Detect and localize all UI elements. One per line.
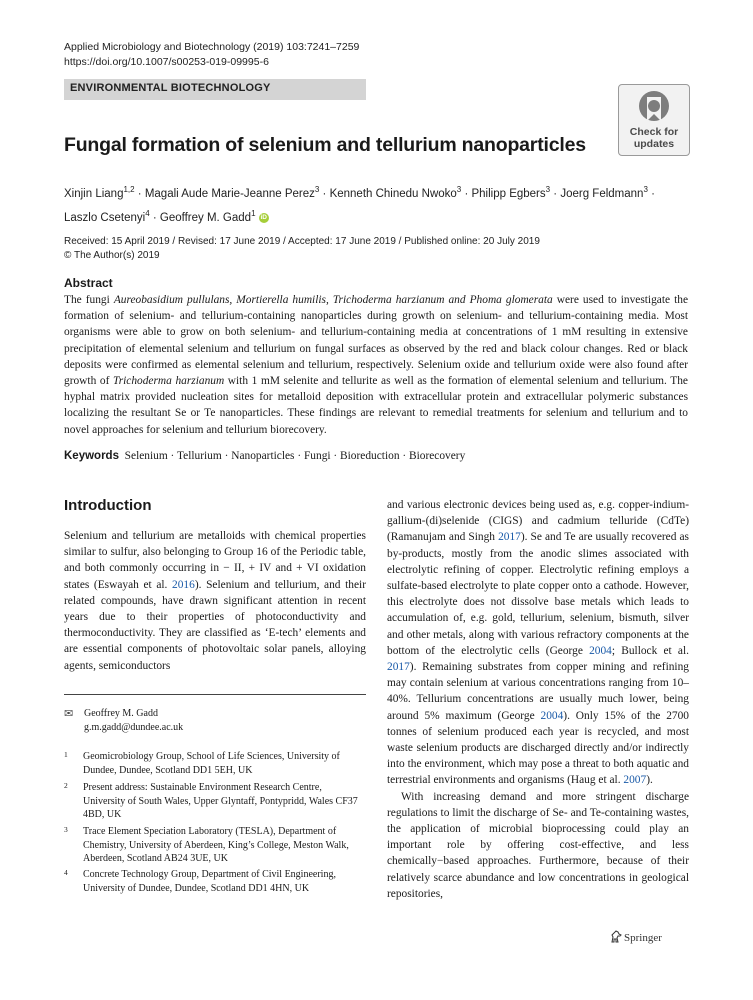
affiliation-number: 2 [64,781,68,790]
orcid-icon[interactable]: iD [260,213,267,221]
affiliation-text: Concrete Technology Group, Department of Civil Engineering, University of Dundee, Dundee, Scotland DD1 4HN, UK [83,869,336,894]
citation-link[interactable]: 2004 [589,644,612,657]
article-dates [64,235,540,263]
paragraph-text: ). Se and Te are usually recovered as by-products, mostly from the anodic slimes associated with electrolytic refining of copper. Electrolytic refining employs a sulfate-based electrolyte to plate copper onto a cathode. However, this electrolyte does not dissolve base metals which leads to accumulation of, e.g. gold, tellurium, selenium, bismuth, silver and other metals, along with various refractory components at the bottom of the electrolytic cells (George [387,531,689,657]
affiliation-number: 3 [64,825,68,834]
author-name[interactable]: Xinjin Liang [64,187,124,200]
affiliation-number: 4 [64,868,68,877]
abstract-heading: Abstract [64,276,113,290]
author-affiliation: 4 [145,208,150,218]
affiliation-text: Present address: Sustainable Environment Research Centre, University of South Wales, Upper Glyntaff, Pontypridd, Wales CF37 4BD, UK [83,782,358,820]
affiliation-number: 1 [64,750,68,759]
paragraph-text: ). Only 15% of the 2700 tonnes of selenium produced each year is recycled, and most waste selenium products are discharged directly and/or indirectly into the environment, which may pose a threat to both aquatic and terrestrial environments and organisms (Haug et al. [387,709,689,787]
abstract-species: Aureobasidium pullulans, Mortierella humilis, Trichoderma harzianum and Phoma glomerata [113,294,553,306]
abstract-text: The fungi [64,294,114,306]
author-affiliation: 1,2 [123,185,135,194]
paragraph: With increasing demand and more stringent discharge regulations to limit the discharge of Se- and Te-containing wastes, the application of microbial bioprocessing could play an important role by offering cost-effective, and less chemically−based approaches. Furthermore, because of their relatively scarce abundance and low concentrations in geological repositories, [387,790,689,900]
author-affiliation: 3 [314,185,320,194]
abstract-text: were used to investigate the formation of selenium- and tellurium-containing nanoparticles during growth on selenium- and tellurium-containing media. Most organisms were able to grow on both selenium- and tellurium-containing media at concentrations of 1 mM resulting in extensive precipitation of elemental selenium and tellurium on fungal surfaces as observed by the red and black colour changes. Red or black deposits were confirmed as elemental selenium and tellurium, respectively. Selenium oxide and tellurium oxide were also found after growth of [64,294,689,388]
section-label-bar [64,79,366,100]
publisher-logo [610,930,662,944]
journal-header [64,40,359,70]
citation-link[interactable]: 2007 [623,774,647,787]
paragraph [64,528,366,674]
intro-right-column [387,497,689,902]
keywords [64,450,688,462]
journal-citation: Applied Microbiology and Biotechnology (2019) 103:7241–7259 [64,41,360,53]
crossmark-icon [637,90,671,126]
affiliation [64,781,366,822]
author-name[interactable]: Philipp Egbers [471,187,546,200]
paragraph-text: and various electronic devices being used as, e.g. copper-indium-gallium-(di)selenide (CIGS) and cadmium telluride (CdTe) (Ramanujam and Singh [387,499,689,544]
affiliation [64,825,366,866]
author-name[interactable]: Magali Aude Marie-Jeanne Perez [144,187,315,200]
history-dates: Received: 15 April 2019 / Revised: 17 June 2019 / Accepted: 17 June 2019 / Published online: 20 July 2019 [64,236,540,247]
abstract-text: with 1 mM selenite and tellurite as well as the formation of elemental selenium and tellurium. The hyphal matrix provided nucleation sites for metalloid deposition with extracellular protein and extracellular polymeric substances localizing the resultant Se or Te nanoparticles. These findings are relevant to remedial treatments for selenium and tellurium and to novel approaches for selenium and tellurium biorecovery. [64,375,688,436]
contact-email[interactable]: g.m.gadd@dundee.ac.uk [84,721,184,733]
paragraph-text: Selenium and tellurium are metalloids with chemical properties similar to sulfur, also belonging to Group 16 of the Periodic table, and both commonly occurring in − II, + IV and + VI oxidation states (Eswayah et al. [64,530,366,591]
journal-doi[interactable]: https://doi.org/10.1007/s00253-019-09995-6 [64,56,269,68]
keywords-label: Keywords [64,450,119,462]
author-list: Xinjin Liang$^{1,2}$ · Magali Aude Marie-Jeanne Perez$^3$ · Kenneth Chinedu Nwoko$^3$ · Philipp Egbers$^3$ · Joerg Feldmann$^3$ · Laszlo Csetenyi$^4$ · Geoffrey M. Gadd$^1$ iD [64,185,655,224]
affiliation [64,750,366,777]
author-name[interactable]: Kenneth Chinedu Nwoko [329,187,457,200]
badge-line-1: Check for [629,126,679,138]
contact-name: Geoffrey M. Gadd [84,708,158,719]
corresponding-author [64,707,364,734]
copyright-line: © The Author(s) 2019 [64,250,160,261]
author-affiliation: 3 [545,185,551,194]
citation-link[interactable]: 2017 [498,531,521,544]
section-label: ENVIRONMENTAL BIOTECHNOLOGY [70,82,271,94]
citation-link[interactable]: 2004 [540,709,564,722]
paragraph-text: ; Bullock et al. [611,644,689,657]
citation-link[interactable]: 2016 [172,578,195,591]
abstract-body [64,292,688,438]
paragraph-text: ). [646,774,653,787]
affiliation-text: Trace Element Speciation Laboratory (TESLA), Department of Chemistry, University of Aberdeen, King’s College, Meston Walk, Aberdeen, Scotland AB24 3UE, UK [83,826,349,864]
footnote-divider [64,694,366,695]
check-for-updates-badge[interactable] [618,84,690,156]
author-affiliation: 1 [251,208,256,218]
author-name[interactable]: Laszlo Csetenyi [64,211,146,224]
intro-left-column [64,528,366,674]
envelope-icon: ✉ [64,708,74,720]
author-affiliation: 3 [643,185,648,194]
publisher-name: Springer [624,932,662,944]
article-title: Fungal formation of selenium and tellurium nanoparticles [64,134,586,156]
author-affiliation: 3 [456,185,462,194]
affiliation [64,868,366,895]
abstract-species: Trichoderma harzianum [112,375,225,388]
springer-horse-icon [610,930,622,943]
author-name[interactable]: Joerg Feldmann [560,187,644,200]
paragraph [387,497,689,789]
paragraph-text: ). Remaining substrates from copper mining and refining may contain selenium at various concentrations ranging from 10–40%. Tellurium concentrations are usually much lower, being around 5% maximum (George [387,661,689,722]
badge-line-2: updates [633,138,675,150]
affiliation-text: Geomicrobiology Group, School of Life Sciences, University of Dundee, Dundee, Scotland DD1 5EH, UK [83,751,340,776]
citation-link[interactable]: 2017 [387,661,410,674]
keywords-list: Selenium · Tellurium · Nanoparticles · Fungi · Bioreduction · Biorecovery [124,450,466,462]
paragraph-text: ). Selenium and tellurium, and their related compounds, have drawn significant attention in recent years due to their properties of photoconductivity and thermoconductivity. They are classified as ‘E-tech’ elements and are essential components of photovoltaic solar panels, alloying agents, semiconductors [64,578,366,672]
author-name[interactable]: Geoffrey M. Gadd [159,211,252,224]
introduction-heading: Introduction [64,497,152,514]
